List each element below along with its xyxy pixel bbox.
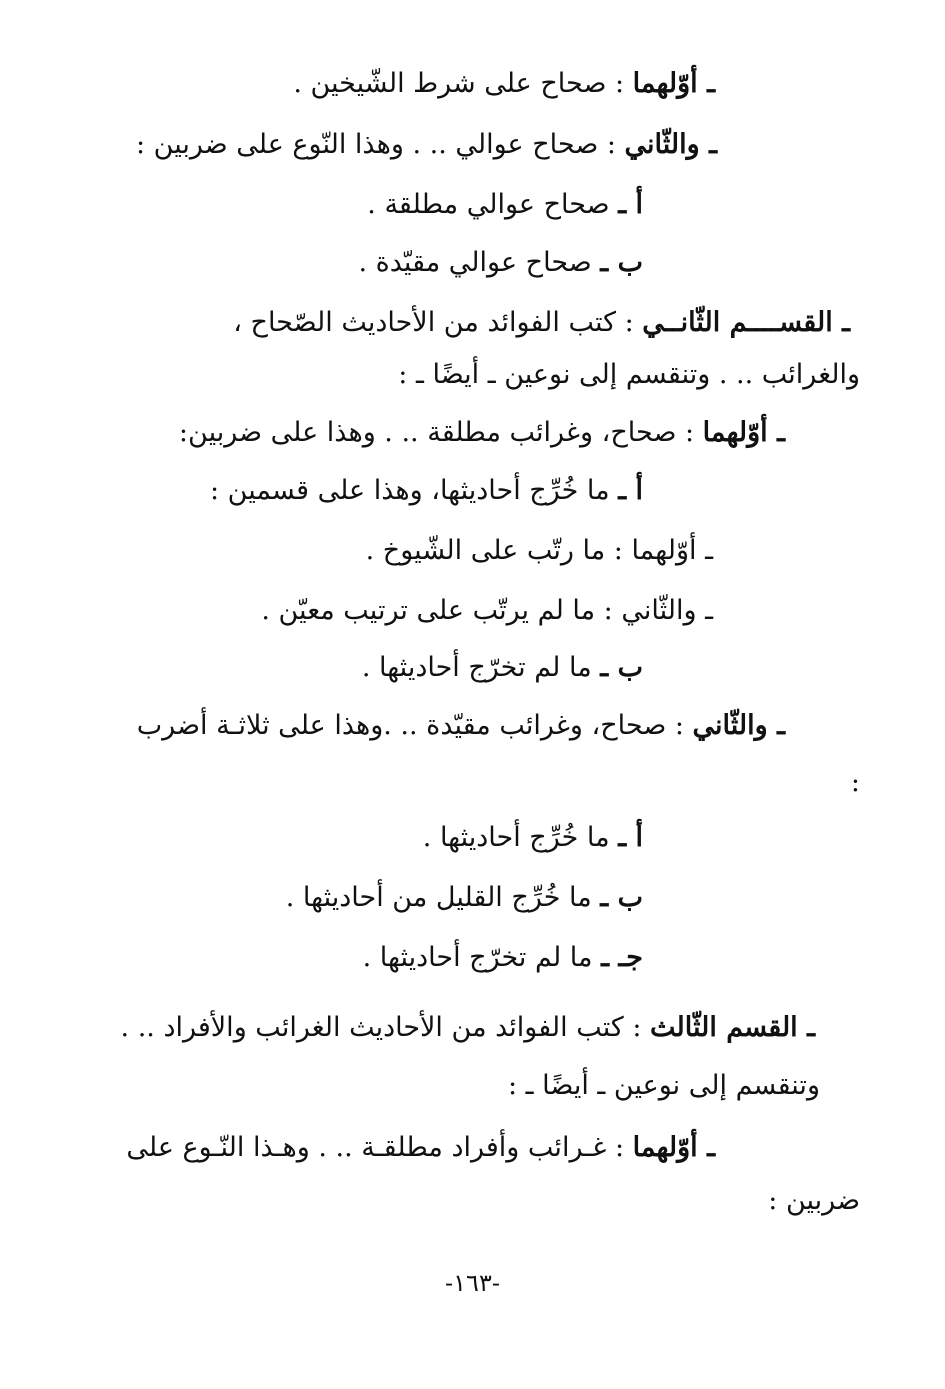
- text-line: وتنقسم إلى نوعين ـ أيضًا ـ :: [508, 1070, 820, 1101]
- text-line: ب ـ ما خُرِّج القليل من أحاديثها .: [285, 882, 643, 913]
- text-line: ب ـ ما لم تخرّج أحاديثها .: [361, 652, 643, 683]
- text-line: أ ـ ما خُرِّج أحاديثها، وهذا على قسمين :: [210, 475, 643, 506]
- text-line: أ ـ صحاح عوالي مطلقة .: [367, 189, 643, 220]
- text-line: والغرائب .. . وتنقسم إلى نوعين ـ أيضًا ـ :: [398, 359, 860, 390]
- text-line: ـ أوّلهما : غـرائب وأفراد مطلقـة .. . وهـذا النّـوع على: [126, 1132, 715, 1163]
- text-line: ـ أوّلهما : صحاح، وغرائب مطلقة .. . وهذا على ضربين:: [178, 417, 785, 448]
- text-line: جـ ـ ما لم تخرّج أحاديثها .: [362, 942, 643, 973]
- text-line: :: [850, 767, 860, 798]
- text-line: أ ـ ما خُرِّج أحاديثها .: [422, 822, 643, 853]
- text-line: ـ أوّلهما : صحاح على شرط الشّيخين .: [293, 68, 715, 99]
- text-line: ضربين :: [768, 1185, 860, 1216]
- page-number: -١٦٣-: [445, 1269, 500, 1297]
- text-line: ب ـ صحاح عوالي مقيّدة .: [358, 247, 643, 278]
- text-line: ـ أوّلهما : ما رتّب على الشّيوخ .: [365, 535, 713, 566]
- text-line: ـ والثّاني : صحاح عوالي .. . وهذا النّوع على ضربين :: [135, 129, 717, 160]
- text-line: ـ والثّاني : صحاح، وغرائب مقيّدة .. .وهذا على ثلاثـة أضرب: [136, 710, 785, 741]
- text-line: ـ القســــم الثّانــي : كتب الفوائد من الأحاديث الصّحاح ،: [233, 307, 850, 338]
- text-line: ـ القسم الثّالث : كتب الفوائد من الأحاديث الغرائب والأفراد .. .: [120, 1012, 815, 1043]
- text-line: ـ والثّاني : ما لم يرتّب على ترتيب معيّن .: [261, 595, 713, 626]
